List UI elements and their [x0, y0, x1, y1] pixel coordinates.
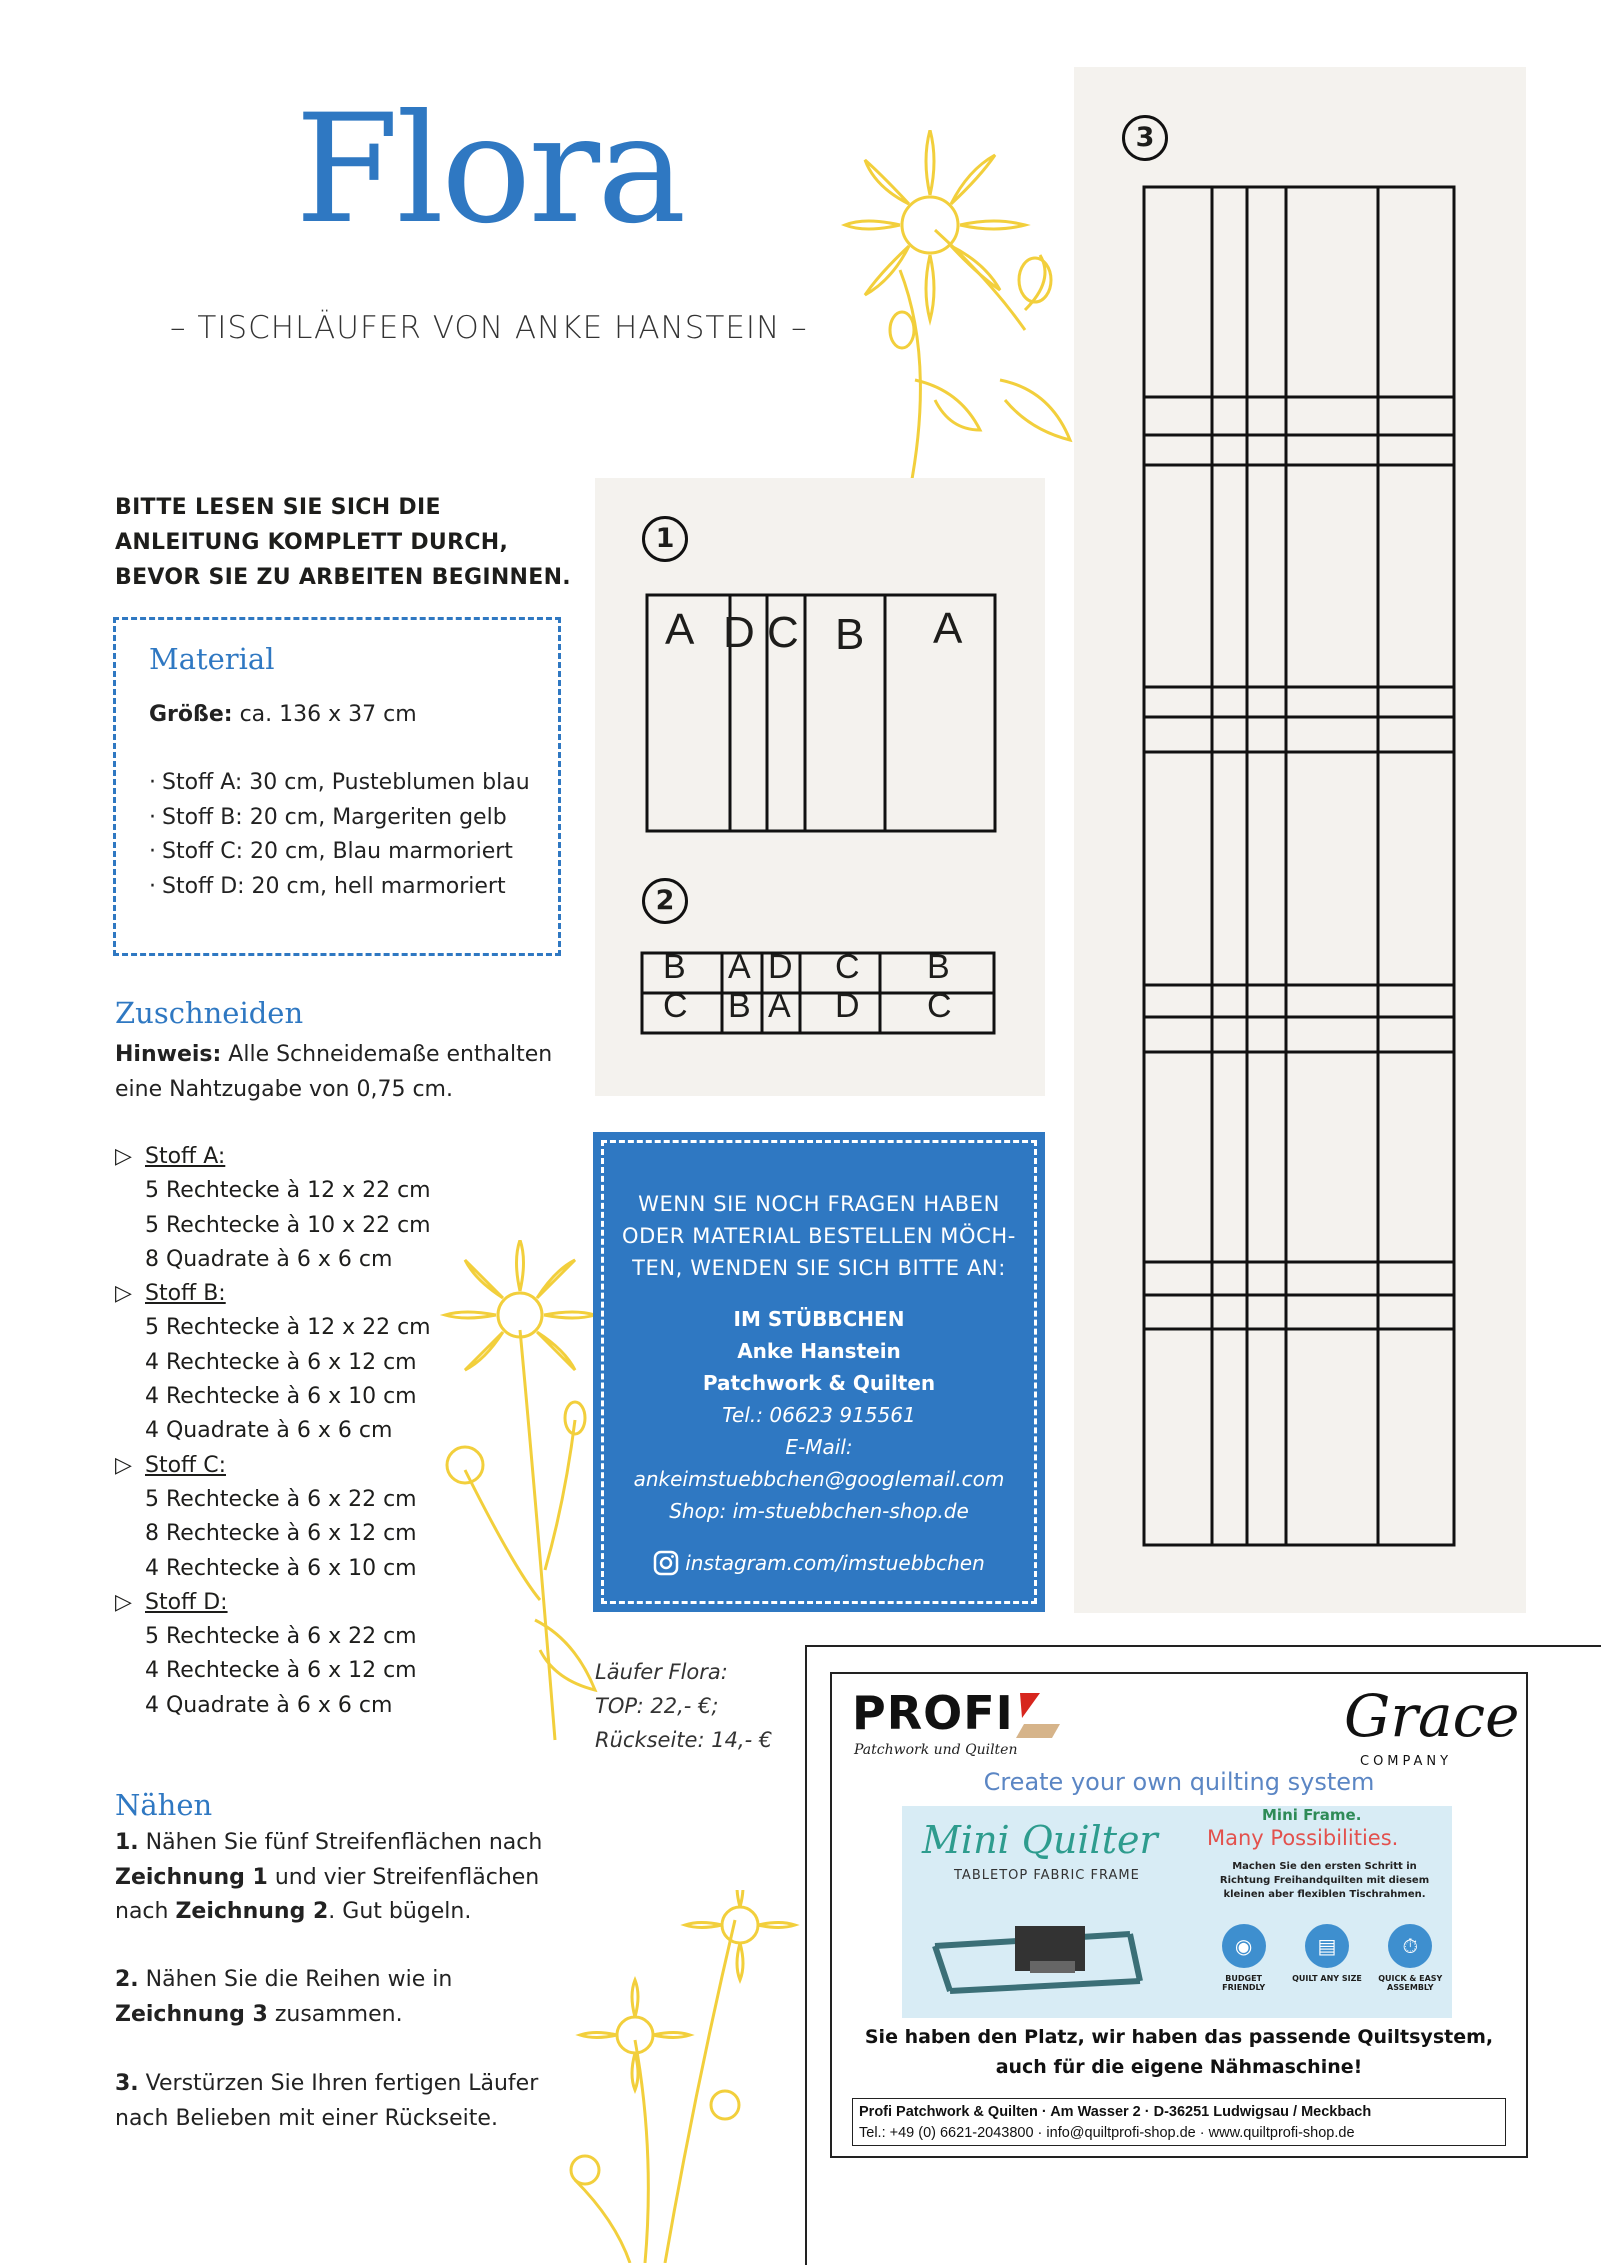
advertisement[interactable] [830, 1672, 1528, 2158]
diagram-1-label: A [933, 604, 963, 653]
mini-frame-label: Mini Frame. [1262, 1806, 1362, 1824]
cut-line: 4 Rechtecke à 6 x 12 cm [145, 1349, 417, 1375]
diagram-2-label: D [835, 987, 860, 1025]
cut-line: 4 Rechtecke à 6 x 10 cm [145, 1384, 417, 1410]
material-item: · Stoff B: 20 cm, Margeriten gelb [149, 801, 530, 836]
ad-footer-line: Profi Patchwork & Quilten · Am Wasser 2 · D-36251 Ludwigsau / Meckbach [859, 2104, 1372, 2120]
flower-illustration-bottom [545, 1890, 805, 2263]
step-text: Nähen Sie die Reihen wie in [138, 1967, 453, 1992]
profi-logo: PROFI [852, 1686, 1014, 1740]
material-heading: Material [149, 642, 275, 676]
ad-slogan [832, 2022, 1526, 2082]
note-text: Alle Schneidemaße enthalten eine Nahtzugabe von 0,75 cm. [115, 1042, 553, 1102]
price-line: TOP: 22,- €; [595, 1694, 719, 1718]
step-number: 2. [115, 1967, 139, 1992]
cut-line: 8 Quadrate à 6 x 6 cm [145, 1246, 393, 1272]
cutting-note [115, 1038, 575, 1107]
price-info [595, 1655, 772, 1757]
contact-business: Patchwork & Quilten [702, 1371, 936, 1395]
material-item: · Stoff A: 30 cm, Pusteblumen blau [149, 766, 530, 801]
ad-tagline: Create your own quilting system [983, 1768, 1375, 1796]
ad-slogan-line: Sie haben den Platz, wir haben das passende Quiltsystem, [864, 2026, 1494, 2048]
diagram-2-label: B [927, 948, 950, 986]
flower-illustration-middle [425, 1240, 615, 1760]
step-text: Nähen Sie fünf Streifenflächen nach [138, 1830, 543, 1855]
size-label: Größe: [149, 702, 233, 727]
stopwatch-icon: ⏱ [1388, 1924, 1432, 1968]
diagram-2-label: C [663, 987, 688, 1025]
contact-intro-line: WENN SIE NOCH FRAGEN HABEN [638, 1192, 1000, 1216]
cut-line: 4 Rechtecke à 6 x 12 cm [145, 1658, 417, 1684]
diagram-1-label: D [723, 608, 755, 657]
cutting-list [115, 1140, 431, 1723]
step-ref: Zeichnung 3 [115, 2001, 268, 2027]
sewing-heading: Nähen [115, 1788, 213, 1822]
contact-shop-link[interactable]: Shop: im-stuebbchen-shop.de [669, 1499, 969, 1523]
step-ref: Zeichnung 1 [115, 1864, 268, 1890]
contact-box [593, 1132, 1045, 1612]
step-text: . Gut bügeln. [328, 1899, 472, 1924]
grace-company: COMPANY [1360, 1754, 1453, 1769]
intro-notice: BITTE LESEN SIE SICH DIE ANLEITUNG KOMPLETT DURCH, BEVOR SIE ZU ARBEITEN BEGINNEN. [115, 495, 571, 590]
diagram-panel-3 [1074, 67, 1526, 1613]
piggy-bank-icon: ◉ [1222, 1924, 1266, 1968]
diagram-number-2: 2 [642, 878, 688, 924]
grace-logo: Grace [1344, 1682, 1520, 1750]
diagram-number-3: 3 [1122, 115, 1168, 161]
profi-logo-mark-icon [1010, 1688, 1065, 1743]
triangle-bullet-icon: ▷ [115, 1589, 132, 1615]
instagram-handle: instagram.com/imstuebbchen [685, 1551, 985, 1575]
profi-tagline: Patchwork und Quilten [854, 1742, 1018, 1758]
ad-footer [852, 2098, 1506, 2146]
instagram-link[interactable] [604, 1547, 1034, 1579]
contact-intro [604, 1188, 1034, 1284]
diagram-2-label: C [835, 948, 860, 986]
cut-group-d [115, 1586, 431, 1620]
cut-group-b [115, 1277, 431, 1311]
step-text: zusammen. [267, 2001, 403, 2027]
triangle-bullet-icon: ▷ [115, 1281, 132, 1307]
price-line: Läufer Flora: [595, 1660, 728, 1684]
cut-line: 5 Rechtecke à 6 x 22 cm [145, 1624, 417, 1650]
size-value: ca. 136 x 37 cm [232, 702, 417, 727]
product-description: Machen Sie den ersten Schritt in Richtung Freihandquilten mit diesem kleinen aber flexiblen Tischrahmen. [1219, 1861, 1430, 1900]
price-line: Rückseite: 14,- € [595, 1728, 773, 1752]
diagram-1-label: A [665, 605, 695, 654]
cutting-heading: Zuschneiden [115, 996, 304, 1030]
page-title: Flora [295, 83, 684, 257]
diagram-2-label: B [728, 987, 751, 1025]
contact-name: Anke Hanstein [737, 1339, 901, 1363]
ruler-icon: ▤ [1305, 1924, 1349, 1968]
feature-label: QUILT ANY SIZE [1292, 1974, 1362, 1983]
cut-line: 4 Quadrate à 6 x 6 cm [145, 1418, 393, 1444]
cut-group-name: Stoff C: [145, 1452, 226, 1478]
contact-shop: IM STÜBBCHEN [733, 1307, 905, 1331]
contact-details [604, 1303, 1034, 1579]
cut-group-name: Stoff D: [145, 1589, 228, 1615]
step-number: 3. [115, 2071, 139, 2096]
cut-line: 4 Rechtecke à 6 x 10 cm [145, 1555, 417, 1581]
ad-footer-line: Tel.: +49 (0) 6621-2043800 · info@quiltprofi-shop.de · www.quiltprofi-shop.de [859, 2125, 1355, 2141]
cut-group-name: Stoff B: [145, 1281, 226, 1307]
diagram-2-label: C [927, 987, 952, 1025]
material-item: · Stoff D: 20 cm, hell marmoriert [149, 870, 530, 905]
feature-icons [1202, 1924, 1452, 1992]
cut-group-a [115, 1140, 431, 1174]
feature-assembly [1375, 1924, 1445, 1992]
triangle-bullet-icon: ▷ [115, 1452, 132, 1478]
contact-email-label: E-Mail: [785, 1435, 853, 1459]
diagram-2-label: A [728, 948, 751, 986]
feature-budget [1209, 1924, 1279, 1992]
diagram-1-label: C [767, 608, 799, 657]
possibilities-label: Many Possibilities. [1207, 1826, 1399, 1850]
cut-line: 5 Rechtecke à 12 x 22 cm [145, 1178, 431, 1204]
product-panel [902, 1806, 1452, 2018]
sewing-step-2 [115, 1963, 570, 2032]
note-label: Hinweis: [115, 1042, 222, 1067]
diagram-3 [1074, 67, 1526, 1613]
diagram-panel-1-2 [595, 478, 1045, 1096]
cut-group-name: Stoff A: [145, 1144, 226, 1169]
step-ref: Zeichnung 2 [175, 1899, 329, 1924]
feature-label: QUICK & EASY ASSEMBLY [1378, 1974, 1443, 1992]
material-item: · Stoff C: 20 cm, Blau marmoriert [149, 835, 530, 870]
diagram-2-label: D [768, 948, 793, 986]
material-list [149, 766, 530, 904]
material-box [113, 617, 561, 956]
diagram-2-label: B [663, 948, 686, 986]
feature-label: BUDGET FRIENDLY [1222, 1974, 1266, 1992]
material-size [149, 698, 417, 733]
contact-phone: Tel.: 06623 915561 [722, 1403, 916, 1427]
cut-group-c [115, 1449, 431, 1483]
product-name: Mini Quilter [922, 1818, 1158, 1862]
product-subtitle: TABLETOP FABRIC FRAME [954, 1868, 1140, 1883]
triangle-bullet-icon: ▷ [115, 1144, 132, 1169]
diagram-number-1: 1 [642, 516, 688, 562]
feature-size [1292, 1924, 1362, 1992]
page-subtitle: – TISCHLÄUFER VON ANKE HANSTEIN – [170, 310, 808, 346]
contact-intro-line: TEN, WENDEN SIE SICH BITTE AN: [632, 1256, 1006, 1280]
ad-slogan-line: auch für die eigene Nähmaschine! [995, 2056, 1363, 2078]
flower-illustration-top [840, 130, 1100, 510]
cut-line: 5 Rechtecke à 12 x 22 cm [145, 1315, 431, 1341]
step-text: und vier Streifenflächen nach [115, 1864, 540, 1924]
cut-line: 8 Rechtecke à 6 x 12 cm [145, 1521, 417, 1547]
contact-email-link[interactable]: ankeimstuebbchen@googlemail.com [633, 1467, 1005, 1491]
sewing-step-3 [115, 2067, 570, 2136]
cut-line: 4 Quadrate à 6 x 6 cm [145, 1692, 393, 1718]
diagram-1-label: B [835, 610, 865, 659]
contact-intro-line: ODER MATERIAL BESTELLEN MÖCH- [622, 1224, 1016, 1248]
diagram-2-label: A [768, 987, 791, 1025]
sewing-step-1 [115, 1826, 570, 1930]
contact-frame [601, 1140, 1037, 1604]
instagram-icon [653, 1550, 679, 1576]
cut-line: 5 Rechtecke à 6 x 22 cm [145, 1486, 417, 1512]
step-number: 1. [115, 1830, 139, 1855]
quilt-frame-image [920, 1906, 1150, 2006]
cut-line: 5 Rechtecke à 10 x 22 cm [145, 1212, 431, 1238]
step-text: Verstürzen Sie Ihren fertigen Läufer nach Belieben mit einer Rückseite. [115, 2071, 539, 2131]
